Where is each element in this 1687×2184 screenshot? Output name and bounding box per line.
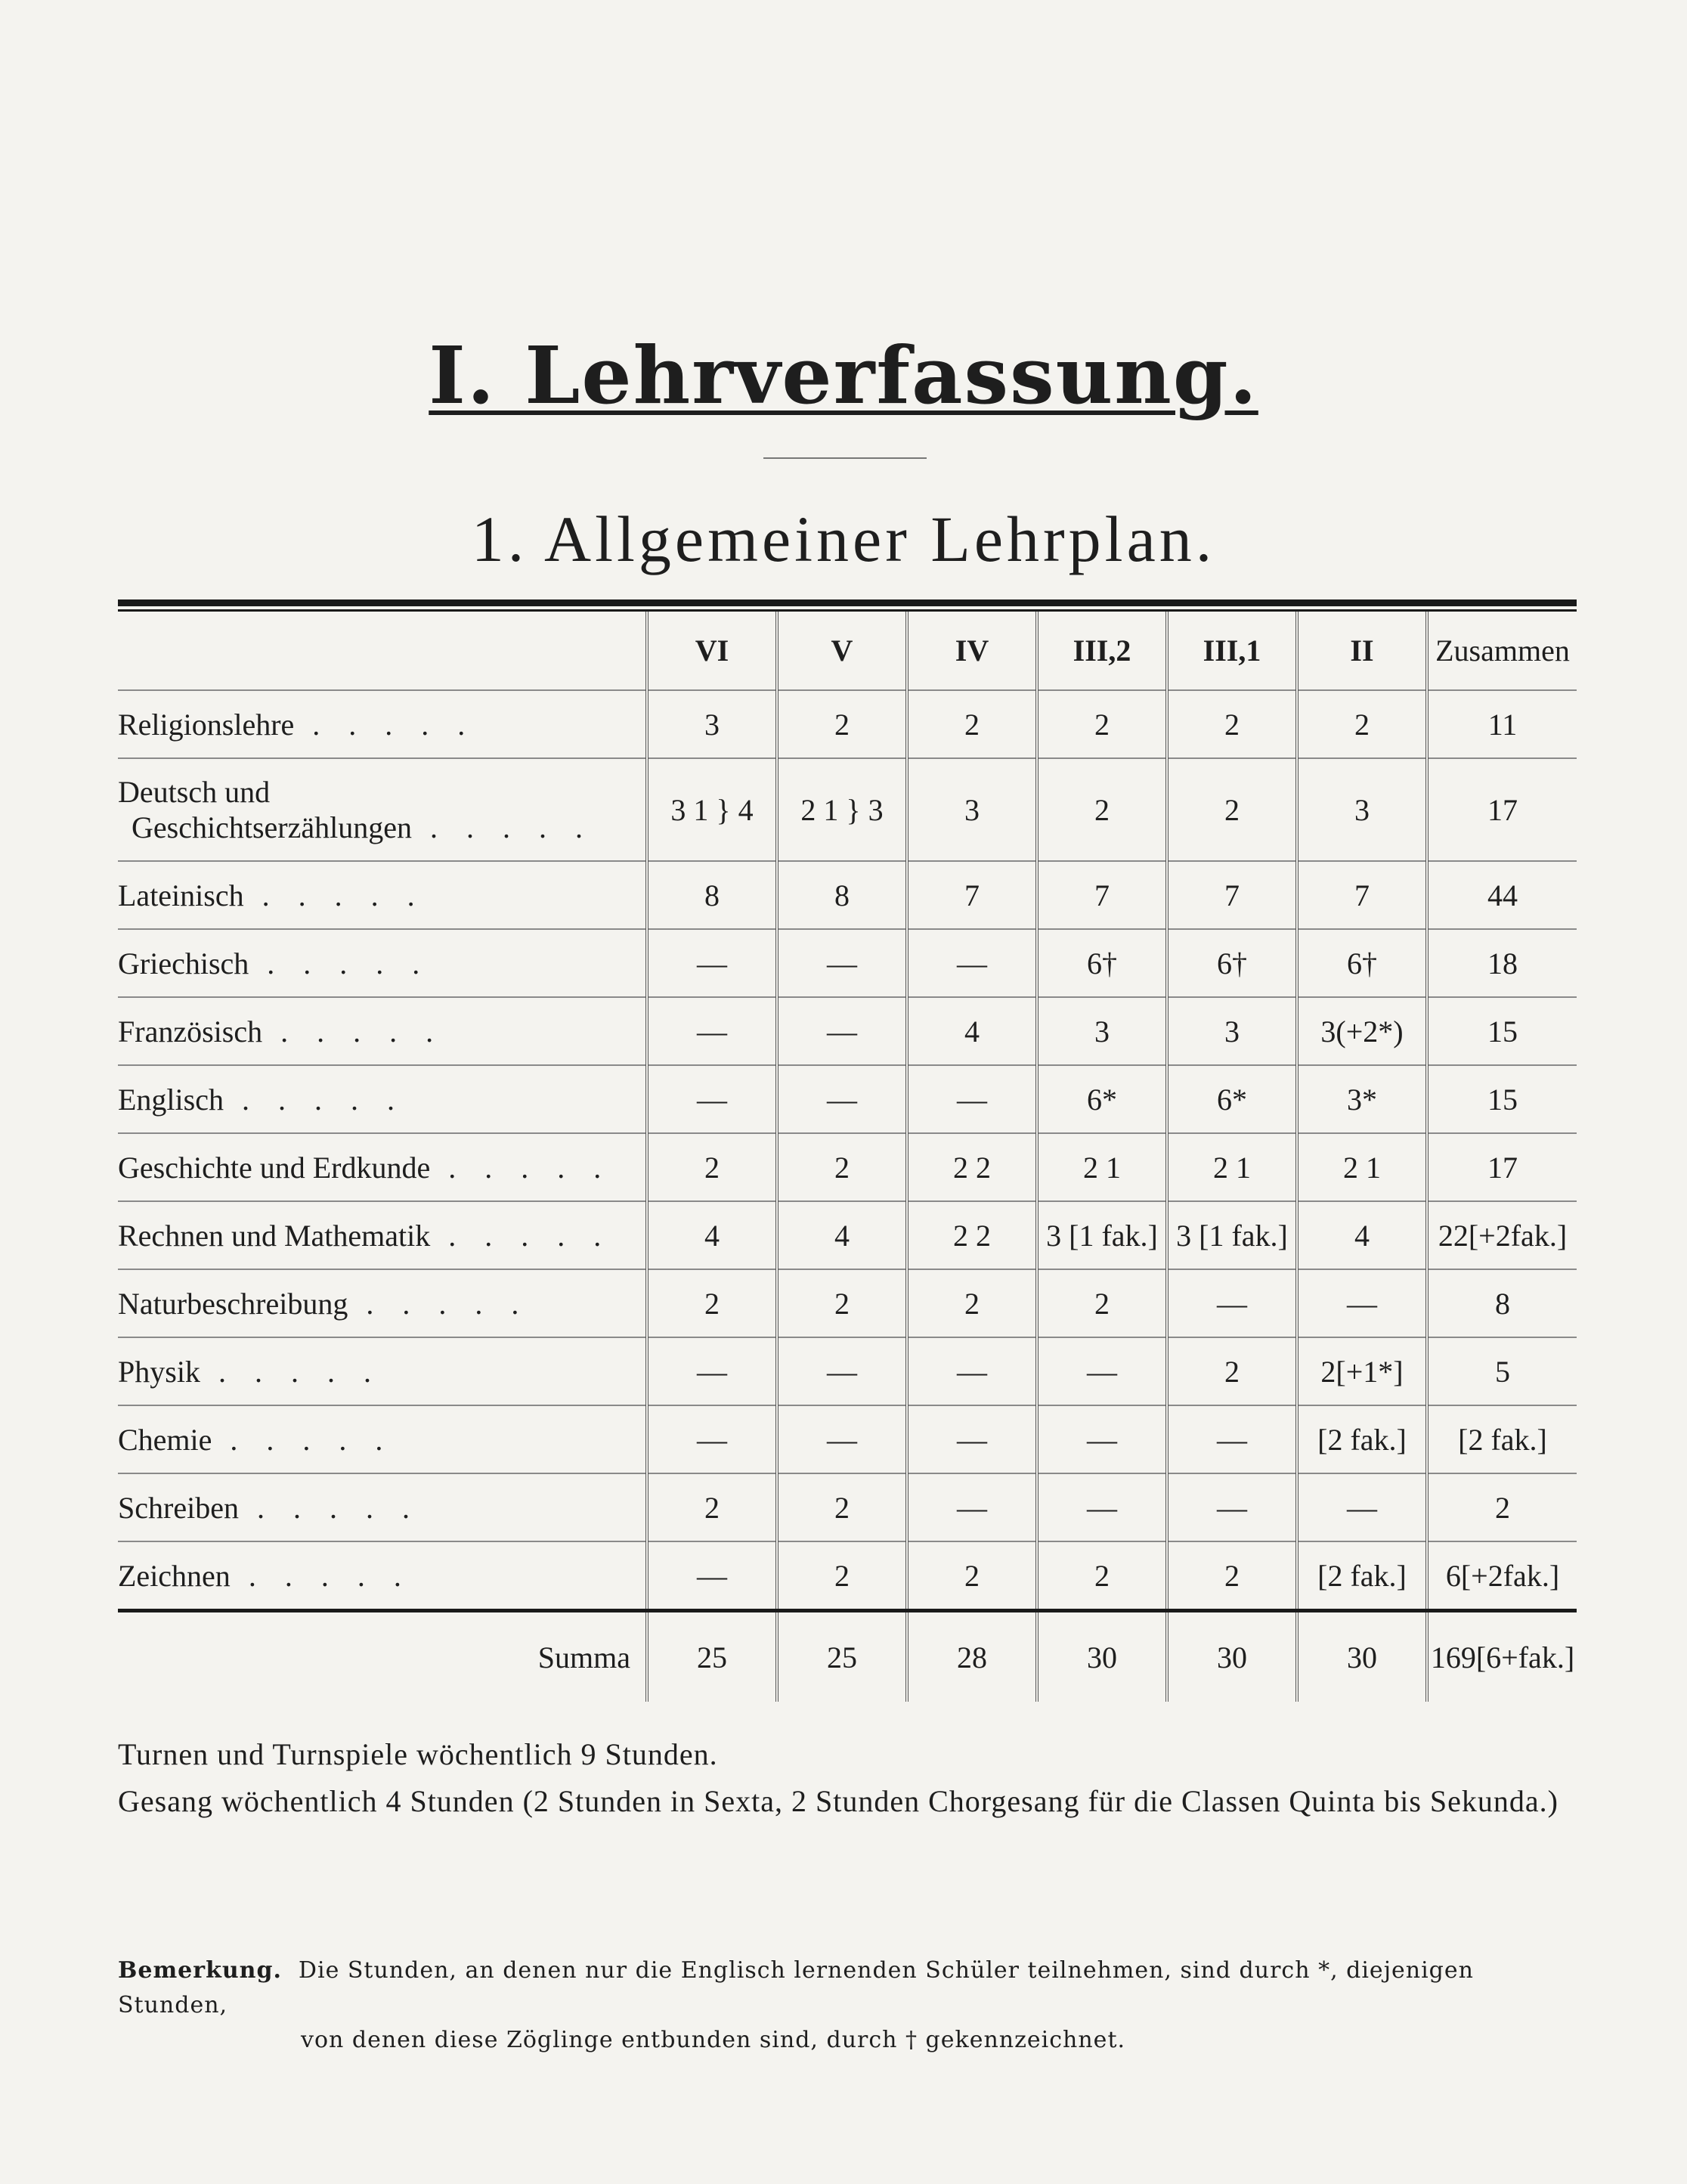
value-cell: 6*	[1167, 1065, 1297, 1133]
subject-name-line2: Geschichtserzählungen . . . . .	[132, 810, 593, 844]
value-cell: 7	[1037, 861, 1167, 929]
table-row	[118, 1337, 1577, 1405]
value-cell: —	[777, 929, 907, 997]
value-cell: 6[+2fak.]	[1427, 1541, 1577, 1611]
subject-name: Physik	[118, 1354, 200, 1389]
value-cell: 2 1	[1037, 1133, 1167, 1201]
value-cell: 2	[1037, 1541, 1167, 1611]
value-cell: 4	[1297, 1201, 1427, 1269]
subject-cell	[118, 758, 647, 861]
value-cell: 3 [1 fak.]	[1167, 1201, 1297, 1269]
leader-dots: . . . . .	[212, 1422, 394, 1457]
value-cell: —	[907, 1473, 1037, 1541]
leader-dots: . . . . .	[430, 1218, 612, 1253]
value-cell: —	[777, 1337, 907, 1405]
value-cell: 2 1	[1167, 1133, 1297, 1201]
subject-name-line1: Deutsch und	[118, 775, 271, 809]
value-cell: 3(+2*)	[1297, 997, 1427, 1065]
subject-name: Zeichnen	[118, 1558, 231, 1593]
column-header: II	[1297, 612, 1427, 690]
table-header-row	[118, 612, 1577, 690]
value-cell: 2	[777, 1133, 907, 1201]
value-cell: —	[647, 1541, 777, 1611]
summa-cell: 169[6+fak.]	[1427, 1611, 1577, 1702]
value-cell: 15	[1427, 1065, 1577, 1133]
value-cell: —	[647, 929, 777, 997]
leader-dots: . . . . .	[243, 878, 426, 912]
value-cell: 2	[647, 1133, 777, 1201]
column-header: V	[777, 612, 907, 690]
value-cell: 2	[907, 690, 1037, 758]
subject-header	[118, 612, 647, 690]
summa-cell: 25	[777, 1611, 907, 1702]
value-cell: —	[777, 1065, 907, 1133]
value-cell: 2	[647, 1269, 777, 1337]
column-header: IV	[907, 612, 1037, 690]
subject-cell	[118, 861, 647, 929]
subject-cell	[118, 1269, 647, 1337]
table-row	[118, 1473, 1577, 1541]
summa-row	[118, 1611, 1577, 1702]
value-cell: 2[+1*]	[1297, 1337, 1427, 1405]
value-cell: —	[1037, 1405, 1167, 1473]
lehrplan-table	[118, 612, 1577, 1702]
value-cell: —	[1167, 1269, 1297, 1337]
value-cell: 7	[1167, 861, 1297, 929]
value-cell: 3 [1 fak.]	[1037, 1201, 1167, 1269]
subject-cell	[118, 929, 647, 997]
value-cell: 6†	[1167, 929, 1297, 997]
value-cell: —	[647, 1405, 777, 1473]
value-cell: [2 fak.]	[1297, 1405, 1427, 1473]
value-cell: 2	[777, 1269, 907, 1337]
column-header: VI	[647, 612, 777, 690]
value-cell: 15	[1427, 997, 1577, 1065]
summa-label: Summa	[537, 1640, 630, 1674]
value-cell: 11	[1427, 690, 1577, 758]
value-cell: —	[907, 1337, 1037, 1405]
lehrplan-table-container	[118, 599, 1577, 1702]
value-cell: 2	[777, 690, 907, 758]
remark-label: Bemerkung.	[118, 1957, 282, 1984]
summa-cell: 30	[1037, 1611, 1167, 1702]
value-cell: —	[647, 1065, 777, 1133]
value-cell: 6†	[1037, 929, 1167, 997]
value-cell: 3	[647, 690, 777, 758]
value-cell: 3 1 } 4	[647, 758, 777, 861]
subject-name: Chemie	[118, 1422, 212, 1457]
value-cell: —	[1037, 1337, 1167, 1405]
value-cell: 17	[1427, 1133, 1577, 1201]
value-cell: 2	[907, 1541, 1037, 1611]
value-cell: 8	[777, 861, 907, 929]
page-heading: I. Lehrverfassung.	[429, 329, 1258, 422]
value-cell: —	[777, 1405, 907, 1473]
value-cell: 2	[1037, 758, 1167, 861]
subject-cell	[118, 997, 647, 1065]
value-cell: 2	[1167, 1337, 1297, 1405]
table-row	[118, 758, 1577, 861]
note-gesang	[118, 1778, 1577, 1825]
subject-name: Naturbeschreibung	[118, 1286, 348, 1321]
table-top-rule	[118, 599, 1577, 606]
summa-cell: 25	[647, 1611, 777, 1702]
leader-dots: . . . . .	[249, 946, 431, 980]
table-row	[118, 1133, 1577, 1201]
leader-dots: . . . . .	[200, 1354, 382, 1389]
summa-cell: 28	[907, 1611, 1037, 1702]
value-cell: 2	[907, 1269, 1037, 1337]
subject-name: Geschichte und Erdkunde	[118, 1150, 431, 1185]
subject-name: Religionslehre	[118, 707, 295, 742]
value-cell: 3	[1297, 758, 1427, 861]
subject-name: Rechnen und Mathematik	[118, 1218, 431, 1253]
leader-dots: . . . . .	[262, 1014, 444, 1049]
subject-cell	[118, 1065, 647, 1133]
value-cell: 6†	[1297, 929, 1427, 997]
subject-cell	[118, 1473, 647, 1541]
table-row	[118, 1541, 1577, 1611]
leader-dots: . . . . .	[230, 1558, 412, 1593]
note-gesang-text: Gesang wöchentlich 4 Stunden (2 Stunden in Sexta, 2 Stunden Chorgesang für die Classen Quinta bis Sekunda.)	[118, 1784, 1559, 1818]
leader-dots: . . . . .	[411, 810, 593, 844]
value-cell: —	[907, 1405, 1037, 1473]
value-cell: 2	[777, 1473, 907, 1541]
leader-dots: . . . . .	[430, 1150, 612, 1185]
table-row	[118, 1269, 1577, 1337]
subject-cell	[118, 1405, 647, 1473]
value-cell: 18	[1427, 929, 1577, 997]
value-cell: 2	[1427, 1473, 1577, 1541]
leader-dots: . . . . .	[294, 707, 476, 742]
value-cell: 2 2	[907, 1133, 1037, 1201]
value-cell: [2 fak.]	[1297, 1541, 1427, 1611]
remark-text-1: Die Stunden, an denen nur die Englisch lernenden Schüler teilnehmen, sind durch *, diejenigen Stunden,	[118, 1957, 1474, 2018]
remark	[118, 1953, 1577, 2058]
leader-dots: . . . . .	[238, 1490, 420, 1525]
value-cell: 3*	[1297, 1065, 1427, 1133]
value-cell: 2	[777, 1541, 907, 1611]
value-cell: —	[1297, 1269, 1427, 1337]
table-row	[118, 1065, 1577, 1133]
value-cell: 2	[1167, 1541, 1297, 1611]
summa-cell: 30	[1297, 1611, 1427, 1702]
value-cell: 3	[1167, 997, 1297, 1065]
subject-name: Französisch	[118, 1014, 263, 1049]
value-cell: —	[1167, 1405, 1297, 1473]
value-cell: —	[647, 1337, 777, 1405]
subject-cell	[118, 1541, 647, 1611]
value-cell: —	[907, 1065, 1037, 1133]
note-turnen: Turnen und Turnspiele wöchentlich 9 Stunden.	[118, 1737, 718, 1771]
table-row	[118, 861, 1577, 929]
value-cell: 8	[1427, 1269, 1577, 1337]
value-cell: 7	[1297, 861, 1427, 929]
value-cell: —	[1037, 1473, 1167, 1541]
value-cell: —	[647, 997, 777, 1065]
value-cell: 2	[1167, 690, 1297, 758]
subject-name: Lateinisch	[118, 878, 244, 912]
section-heading: 1. Allgemeiner Lehrplan.	[471, 503, 1216, 575]
value-cell: —	[777, 997, 907, 1065]
value-cell: 2 1 } 3	[777, 758, 907, 861]
value-cell: 2	[1037, 690, 1167, 758]
subject-name: Schreiben	[118, 1490, 239, 1525]
leader-dots: . . . . .	[223, 1082, 405, 1117]
subject-name: Griechisch	[118, 946, 249, 980]
table-body	[118, 690, 1577, 1702]
remark-text-2: von denen diese Zöglinge entbunden sind, durch † gekennzeichnet.	[301, 2027, 1126, 2053]
value-cell: 2 2	[907, 1201, 1037, 1269]
value-cell: 4	[907, 997, 1037, 1065]
column-header: Zusammen	[1427, 612, 1577, 690]
table-row	[118, 690, 1577, 758]
value-cell: 4	[647, 1201, 777, 1269]
table-row	[118, 997, 1577, 1065]
value-cell: 6*	[1037, 1065, 1167, 1133]
value-cell: 4	[777, 1201, 907, 1269]
column-header: III,2	[1037, 612, 1167, 690]
value-cell: —	[1167, 1473, 1297, 1541]
subject-cell	[118, 1337, 647, 1405]
value-cell: 22[+2fak.]	[1427, 1201, 1577, 1269]
value-cell: 8	[647, 861, 777, 929]
column-header: III,1	[1167, 612, 1297, 690]
summa-cell: 30	[1167, 1611, 1297, 1702]
subject-cell	[118, 690, 647, 758]
value-cell: 7	[907, 861, 1037, 929]
value-cell: —	[1297, 1473, 1427, 1541]
value-cell: 44	[1427, 861, 1577, 929]
title-divider	[763, 457, 927, 459]
leader-dots: . . . . .	[348, 1286, 530, 1321]
value-cell: 2	[1297, 690, 1427, 758]
table-row	[118, 929, 1577, 997]
value-cell: 17	[1427, 758, 1577, 861]
value-cell: —	[907, 929, 1037, 997]
value-cell: 5	[1427, 1337, 1577, 1405]
value-cell: 2	[1167, 758, 1297, 861]
value-cell: [2 fak.]	[1427, 1405, 1577, 1473]
value-cell: 2	[1037, 1269, 1167, 1337]
table-row	[118, 1405, 1577, 1473]
subject-name: Englisch	[118, 1082, 224, 1117]
notes	[118, 1731, 1577, 1825]
value-cell: 2 1	[1297, 1133, 1427, 1201]
value-cell: 3	[907, 758, 1037, 861]
table-row	[118, 1201, 1577, 1269]
value-cell: 2	[647, 1473, 777, 1541]
subject-cell	[118, 1201, 647, 1269]
subject-cell	[118, 1133, 647, 1201]
value-cell: 3	[1037, 997, 1167, 1065]
